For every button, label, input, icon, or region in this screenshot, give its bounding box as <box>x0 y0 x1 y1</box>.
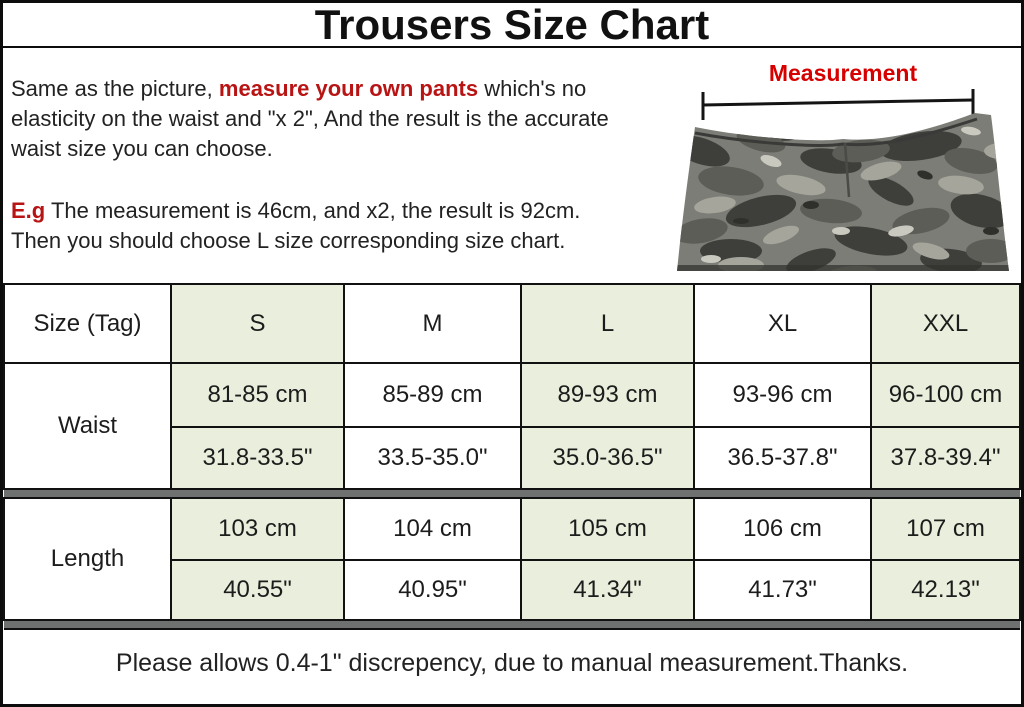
length-cm-cell: 103 cm <box>171 498 344 560</box>
waist-cm-row <box>4 363 1020 427</box>
intro-section <box>3 48 1021 283</box>
length-cm-cell: 107 cm <box>871 498 1020 560</box>
example-label: E.g <box>11 198 46 223</box>
waist-cm-cell: 85-89 cm <box>344 363 521 427</box>
waist-inch-cell: 35.0-36.5" <box>521 427 694 489</box>
example-line1-text: The measurement is 46cm, and x2, the result is 92cm. <box>45 198 581 223</box>
length-inch-cell: 40.55" <box>171 560 344 620</box>
intro-text <box>3 48 675 256</box>
example-text <box>11 196 675 256</box>
length-cm-cell: 105 cm <box>521 498 694 560</box>
header-size-l: L <box>521 284 694 363</box>
intro-line-3: waist size you can choose. <box>11 136 273 161</box>
length-cm-cell: 106 cm <box>694 498 871 560</box>
length-cm-cell: 104 cm <box>344 498 521 560</box>
length-inch-cell: 41.34" <box>521 560 694 620</box>
waist-cm-cell: 81-85 cm <box>171 363 344 427</box>
page-title: Trousers Size Chart <box>314 1 710 48</box>
header-size-s: S <box>171 284 344 363</box>
size-chart-table <box>3 283 1021 630</box>
length-row-label: Length <box>4 498 171 620</box>
header-size-xl: XL <box>694 284 871 363</box>
title-bar <box>3 3 1021 48</box>
length-inch-cell: 40.95" <box>344 560 521 620</box>
length-inch-cell: 41.73" <box>694 560 871 620</box>
measurement-line-icon <box>703 89 973 120</box>
waist-row-label: Waist <box>4 363 171 489</box>
camo-trousers-image <box>669 89 1017 289</box>
intro-highlight: measure your own pants <box>218 76 479 101</box>
waist-inch-cell: 31.8-33.5" <box>171 427 344 489</box>
waist-inch-cell: 37.8-39.4" <box>871 427 1020 489</box>
length-cm-row <box>4 498 1020 560</box>
intro-line-2: elasticity on the waist and "x 2", And the result is the accurate <box>11 106 609 131</box>
measurement-figure <box>669 60 1017 289</box>
waist-inch-cell: 36.5-37.8" <box>694 427 871 489</box>
section-divider <box>4 489 1020 498</box>
intro-line1-end: which's no <box>478 76 587 101</box>
intro-line-1 <box>11 74 675 104</box>
footer-note: Please allows 0.4-1" discrepency, due to manual measurement.Thanks. <box>3 630 1021 696</box>
measurement-label: Measurement <box>768 60 918 86</box>
example-line-1 <box>11 196 675 226</box>
header-size-tag: Size (Tag) <box>4 284 171 363</box>
waist-cm-cell: 89-93 cm <box>521 363 694 427</box>
waist-cm-cell: 93-96 cm <box>694 363 871 427</box>
example-line-2: Then you should choose L size corresponding size chart. <box>11 228 566 253</box>
intro-lead: Same as the picture, <box>11 76 219 101</box>
header-row <box>4 284 1020 363</box>
header-size-m: M <box>344 284 521 363</box>
header-size-xxl: XXL <box>871 284 1020 363</box>
waist-cm-cell: 96-100 cm <box>871 363 1020 427</box>
section-divider <box>4 620 1020 629</box>
length-inch-cell: 42.13" <box>871 560 1020 620</box>
waist-inch-cell: 33.5-35.0" <box>344 427 521 489</box>
